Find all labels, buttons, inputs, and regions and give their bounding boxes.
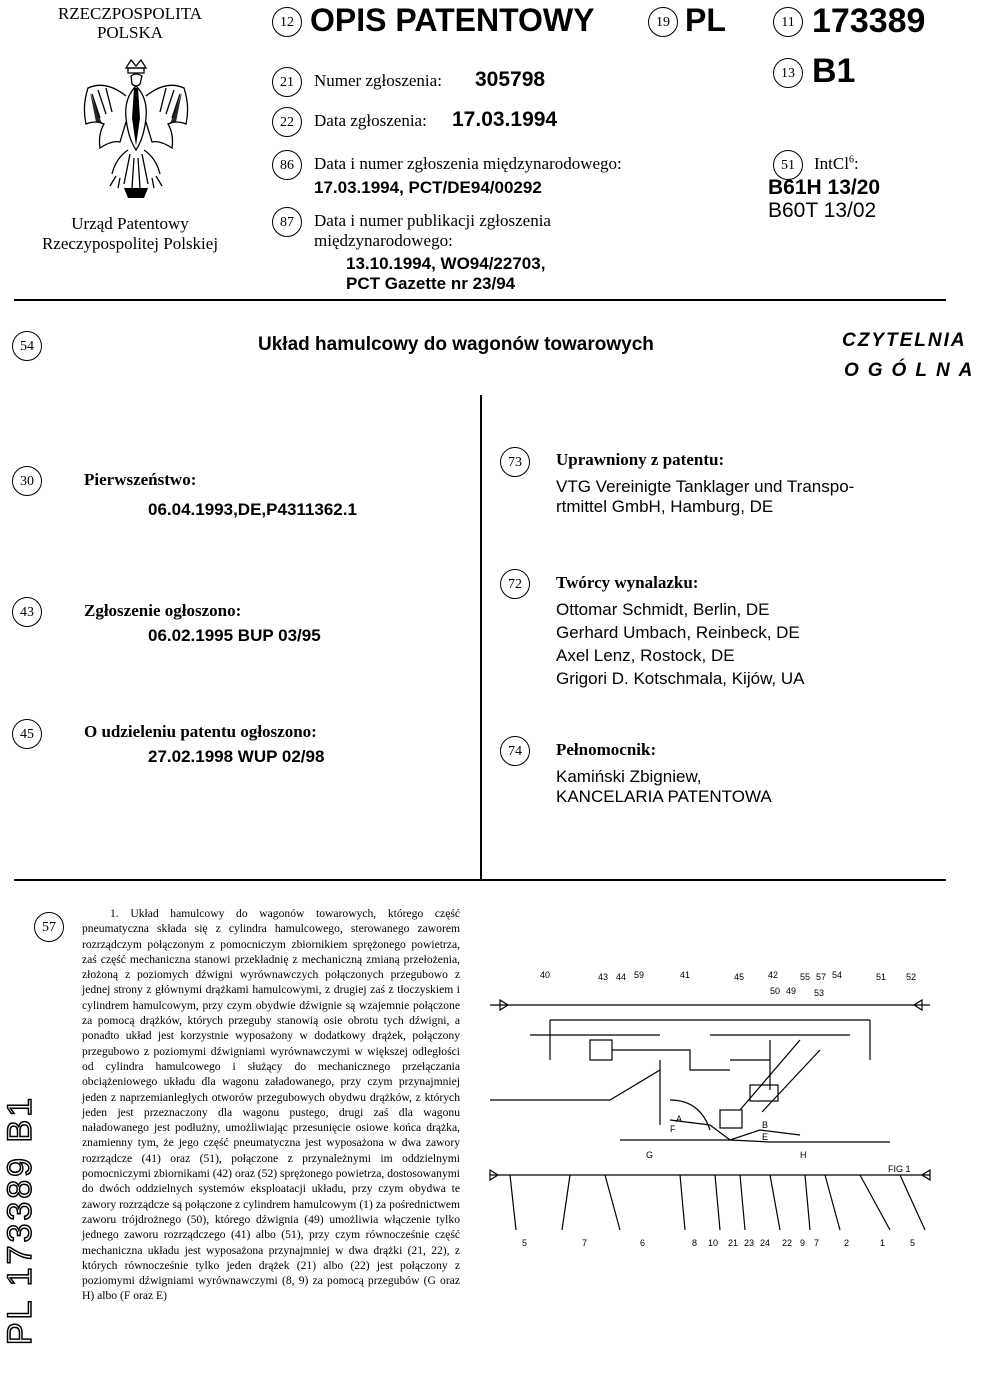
library-stamp-2: OGÓLNA [844, 360, 981, 381]
inid-code-57: 57 [34, 912, 64, 942]
granted-value: 27.02.1998 WUP 02/98 [148, 747, 325, 766]
body-divider [14, 879, 946, 881]
kind-code: B1 [812, 52, 856, 90]
inid-code-73: 73 [500, 447, 530, 477]
inventor-2: Gerhard Umbach, Reinbeck, DE [556, 623, 800, 642]
inid-code-11: 11 [773, 7, 803, 37]
inid-code-13: 13 [773, 58, 803, 88]
fig-label-57: 57 [816, 972, 827, 982]
fig-label-50: 50 [770, 986, 781, 996]
intl-publication-label: Data i numer publikacji zgłoszenia [314, 211, 551, 230]
inid-code-22: 22 [272, 107, 302, 137]
document-type: OPIS PATENTOWY [310, 2, 595, 38]
ipc-class-2: B60T 13/02 [768, 199, 877, 222]
inid-code-43: 43 [12, 597, 42, 627]
inventors-label: Twórcy wynalazku: [556, 573, 699, 592]
abstract-text: 1. Układ hamulcowy do wagonów towarowych, którego część pneumatyczna składa się z cylindra hamulcowego, sterowanego zaworem rozrządczym połączonym z pomocniczym zbiornikiem sprężonego powietrza, zaś część mechaniczna stanowi przekładnię z mechaniczną zmianą przełożenia, złożoną z poziomych dźwigni wyrównawczych połączonych przegubowo z jednej strony z głównymi drążkami hamulcowymi, z drugiej zaś z tłoczyskiem i cylindrem hamulcowym, przy czym obydwie dźwignie są wzajemnie połączone za pomocą drążków, których przeguby stanowią osie obrotu tych dźwigni, a ponadto układ jest korzystnie wyposażony w dodatkowy drążek, połączony przegubowo z poziomymi dźwigniami wyrównawczymi w większej odległości od cylindra hamulcowego i służący do mechanicznego przełączania obciążeniowego układu dla wagonu załadowanego, przy czym przynajmniej jeden z naprzemianległych otworów przegubowych obydwu drążków, z których jeden jest przeznaczony dla wagonu pustego, drugi zaś dla wagonu naładowanego jest podłużny, umożliwiając przesunięcie osiowe końca drążka, znamienny tym, że jego część pneumatyczna jest wyposażona w dwa zawory rozrządcze (41) oraz (51), połączone z przynależnymi im oddzielnymi pomocniczymi zbiornikami (42) oraz (52) sprężonego powietrza, dostosowanymi do dwóch oddzielnych systemów eksploatacji układu, przy czym obydwa te zawory rozrządcze są połączone z cylindrem hamulcowym (1) za pośrednictwem zaworu trójdrożnego (50), którego dźwignia (49) umożliwia włączenie tylko jednego zaworu rozrządczego (41) albo (51), przy czym równocześnie część mechaniczna układu jest wyposażona przynajmniej w dwa drążki (21, 22), z których równocześnie tylko jeden drążek (21) albo (22) jest połączony z poziomymi dźwigniami wyrównawczymi (8, 9) za pomocą przegubów (G oraz H) albo (F oraz E) [82, 907, 460, 1303]
inid-code-72: 72 [500, 569, 530, 599]
fig-label-53: 53 [814, 988, 825, 998]
intl-publication-value: 13.10.1994, WO94/22703, [346, 254, 546, 273]
patent-number: 173389 [812, 2, 926, 40]
brake-system-figure [470, 960, 950, 1280]
fig-label-2: 2 [844, 1238, 850, 1248]
eagle-emblem-icon [76, 58, 196, 208]
country-name: RZECZPOSPOLITA [57, 4, 203, 23]
fig-label-55: 55 [800, 972, 811, 982]
intl-publication-value-2: PCT Gazette nr 23/94 [346, 274, 516, 293]
fig-label-H: H [800, 1150, 807, 1160]
intl-publication-label-2: międzynarodowego: [314, 231, 453, 250]
fig-label-23: 23 [744, 1238, 755, 1248]
application-date: 17.03.1994 [452, 108, 558, 131]
library-stamp: CZYTELNIA [842, 330, 967, 351]
fig-label-5a: 5 [522, 1238, 528, 1248]
granted-label: O udzieleniu patentu ogłoszono: [84, 722, 317, 741]
fig-label-6: 6 [640, 1238, 646, 1248]
intcl-label-text: IntCl [814, 154, 849, 173]
intcl-edition: 6 [848, 154, 854, 166]
priority-label: Pierwszeństwo: [84, 470, 197, 489]
intcl-label [814, 154, 859, 174]
attorney-firm: KANCELARIA PATENTOWA [556, 787, 772, 806]
patent-title: Układ hamulcowy do wagonów towarowych [258, 334, 654, 355]
owner-label: Uprawniony z patentu: [556, 450, 725, 469]
inid-code-21: 21 [272, 67, 302, 97]
fig-label-40: 40 [540, 970, 551, 980]
header-divider [14, 299, 946, 301]
inid-code-45: 45 [12, 719, 42, 749]
fig-label-10: 10 [708, 1238, 719, 1248]
inventor-1: Ottomar Schmidt, Berlin, DE [556, 600, 770, 619]
fig-label-A: A [676, 1114, 683, 1124]
fig-label-5b: 5 [910, 1238, 916, 1248]
country-name-2: POLSKA [96, 23, 164, 42]
attorney-name: Kamiński Zbigniew, [556, 767, 702, 786]
fig-label-G: G [646, 1150, 654, 1160]
inventor-4: Grigori D. Kotschmala, Kijów, UA [556, 669, 805, 688]
inventor-3: Axel Lenz, Rostock, DE [556, 646, 735, 665]
abstract-claim [82, 906, 460, 1304]
fig-label-E: E [762, 1132, 769, 1142]
inid-code-12: 12 [272, 7, 302, 37]
fig-label-43: 43 [598, 972, 609, 982]
inid-code-30: 30 [12, 466, 42, 496]
fig-label-52: 52 [906, 972, 917, 982]
inid-code-54: 54 [12, 331, 42, 361]
fig-label-49: 49 [786, 986, 797, 996]
fig-caption: FIG 1 [888, 1164, 911, 1174]
fig-label-54: 54 [832, 970, 843, 980]
fig-label-7a: 7 [582, 1238, 588, 1248]
inid-code-19: 19 [648, 7, 678, 37]
application-number-label: Numer zgłoszenia: [314, 71, 442, 90]
fig-label-B: B [762, 1120, 769, 1130]
fig-label-F: F [670, 1124, 676, 1134]
fig-label-22: 22 [782, 1238, 793, 1248]
attorney-label: Pełnomocnik: [556, 740, 657, 759]
fig-label-44: 44 [616, 972, 627, 982]
intcl-colon: : [853, 154, 859, 173]
fig-label-7b: 7 [814, 1238, 820, 1248]
country-code: PL [685, 2, 726, 38]
fig-label-41: 41 [680, 970, 691, 980]
fig-label-51: 51 [876, 972, 887, 982]
fig-label-59: 59 [634, 970, 645, 980]
inid-code-74: 74 [500, 736, 530, 766]
owner-name: VTG Vereinigte Tanklager und Transpo- [556, 477, 855, 496]
inid-code-87: 87 [272, 207, 302, 237]
priority-value: 06.04.1993,DE,P4311362.1 [148, 500, 357, 519]
inid-code-51: 51 [773, 150, 803, 180]
inid-code-86: 86 [272, 150, 302, 180]
office-name-2: Rzeczypospolitej Polskiej [41, 234, 219, 253]
application-date-label: Data zgłoszenia: [314, 111, 427, 130]
side-patent-id: PL 173389 B1 [1, 1094, 39, 1346]
announced-label: Zgłoszenie ogłoszono: [84, 601, 242, 620]
fig-label-9: 9 [800, 1238, 806, 1248]
fig-label-1: 1 [880, 1238, 886, 1248]
announced-value: 06.02.1995 BUP 03/95 [148, 626, 321, 645]
ipc-class-1: B61H 13/20 [768, 176, 881, 199]
column-divider [480, 395, 482, 880]
owner-name-2: rtmittel GmbH, Hamburg, DE [556, 497, 774, 516]
intl-application-value: 17.03.1994, PCT/DE94/00292 [314, 178, 542, 197]
fig-label-24: 24 [760, 1238, 771, 1248]
fig-label-45: 45 [734, 972, 745, 982]
fig-label-42: 42 [768, 970, 779, 980]
office-name: Urząd Patentowy [71, 214, 189, 233]
application-number: 305798 [475, 68, 546, 91]
fig-label-8: 8 [692, 1238, 698, 1248]
fig-label-21: 21 [728, 1238, 739, 1248]
intl-application-label: Data i numer zgłoszenia międzynarodowego: [314, 154, 622, 173]
